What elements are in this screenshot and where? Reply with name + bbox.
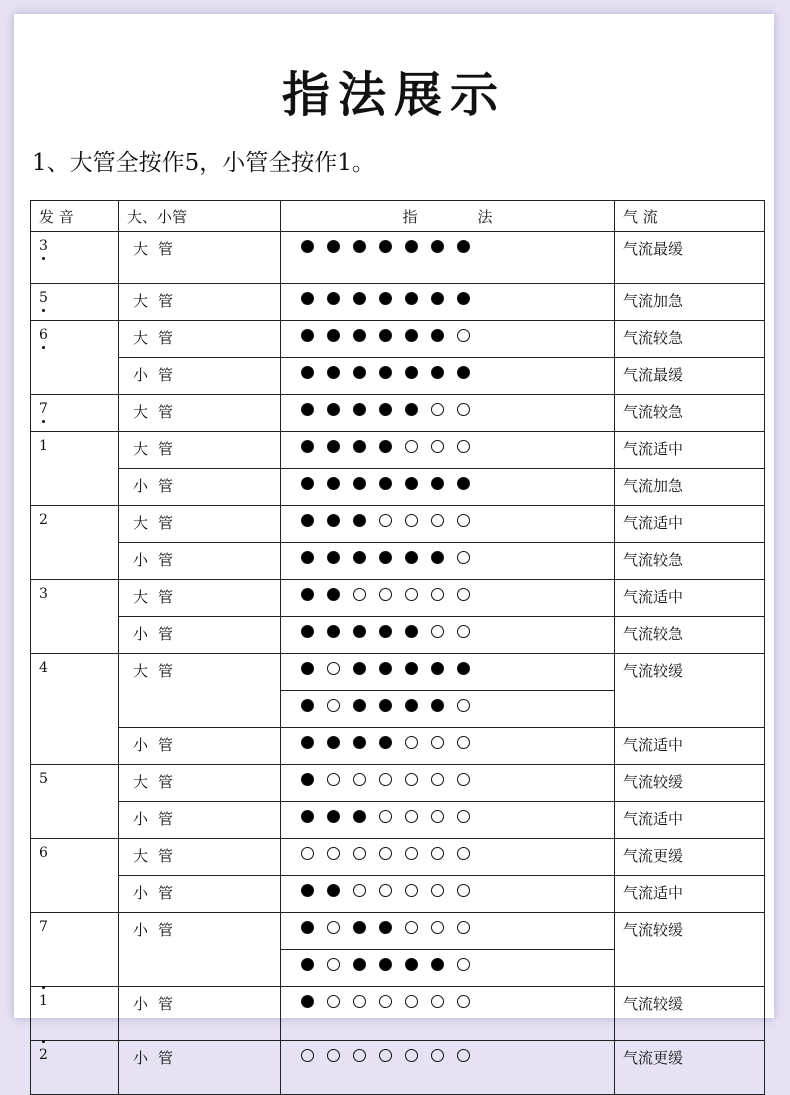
closed-hole-icon xyxy=(327,477,340,490)
open-hole-icon xyxy=(457,625,470,638)
open-hole-icon xyxy=(327,773,340,786)
open-hole-icon xyxy=(379,773,392,786)
header-fingering: 指法 xyxy=(281,201,615,232)
open-hole-icon xyxy=(457,514,470,527)
open-hole-icon xyxy=(353,1049,366,1062)
open-hole-icon xyxy=(405,1049,418,1062)
closed-hole-icon xyxy=(301,551,314,564)
note-cell xyxy=(31,232,119,284)
closed-hole-icon xyxy=(405,477,418,490)
finger-holes xyxy=(301,401,614,417)
closed-hole-icon xyxy=(405,240,418,253)
open-hole-icon xyxy=(405,588,418,601)
open-hole-icon xyxy=(379,588,392,601)
fingering-cell xyxy=(281,987,615,1041)
table-row xyxy=(31,913,765,950)
open-hole-icon xyxy=(405,995,418,1008)
pipe-cell: 小管 xyxy=(119,802,281,839)
table-row xyxy=(31,839,765,876)
fingering-cell xyxy=(281,284,615,321)
note-cell xyxy=(31,654,119,765)
finger-holes xyxy=(301,512,614,528)
closed-hole-icon xyxy=(327,514,340,527)
airflow-cell: 气流更缓 xyxy=(615,1041,765,1095)
table-row xyxy=(31,1041,765,1095)
closed-hole-icon xyxy=(431,240,444,253)
closed-hole-icon xyxy=(353,551,366,564)
open-hole-icon xyxy=(431,440,444,453)
finger-holes xyxy=(301,919,614,935)
note-cell xyxy=(31,913,119,987)
closed-hole-icon xyxy=(327,551,340,564)
note-cell xyxy=(31,987,119,1041)
open-hole-icon xyxy=(431,1049,444,1062)
page-title: 指法展示 xyxy=(281,67,506,123)
closed-hole-icon xyxy=(353,921,366,934)
finger-holes xyxy=(301,993,614,1009)
closed-hole-icon xyxy=(301,810,314,823)
note-value: 5 xyxy=(39,771,48,787)
open-hole-icon xyxy=(379,810,392,823)
open-hole-icon xyxy=(327,921,340,934)
closed-hole-icon xyxy=(301,292,314,305)
airflow-cell: 气流适中 xyxy=(615,506,765,543)
closed-hole-icon xyxy=(431,329,444,342)
open-hole-icon xyxy=(431,995,444,1008)
pipe-cell: 小管 xyxy=(119,617,281,654)
open-hole-icon xyxy=(353,773,366,786)
note-cell xyxy=(31,395,119,432)
closed-hole-icon xyxy=(327,292,340,305)
closed-hole-icon xyxy=(353,810,366,823)
pipe-cell: 小管 xyxy=(119,543,281,580)
airflow-cell: 气流适中 xyxy=(615,432,765,469)
closed-hole-icon xyxy=(301,921,314,934)
closed-hole-icon xyxy=(405,551,418,564)
airflow-cell: 气流适中 xyxy=(615,580,765,617)
open-hole-icon xyxy=(431,847,444,860)
open-hole-icon xyxy=(431,514,444,527)
closed-hole-icon xyxy=(379,403,392,416)
closed-hole-icon xyxy=(431,662,444,675)
closed-hole-icon xyxy=(301,514,314,527)
open-hole-icon xyxy=(457,810,470,823)
closed-hole-icon xyxy=(379,240,392,253)
pipe-cell: 大管 xyxy=(119,232,281,284)
finger-holes xyxy=(301,438,614,454)
open-hole-icon xyxy=(431,921,444,934)
closed-hole-icon xyxy=(327,625,340,638)
note-value: 7 xyxy=(39,401,48,417)
closed-hole-icon xyxy=(379,699,392,712)
closed-hole-icon xyxy=(301,477,314,490)
closed-hole-icon xyxy=(405,329,418,342)
closed-hole-icon xyxy=(379,921,392,934)
intro-text xyxy=(32,144,375,177)
closed-hole-icon xyxy=(327,810,340,823)
closed-hole-icon xyxy=(405,958,418,971)
open-hole-icon xyxy=(457,884,470,897)
table-row xyxy=(31,802,765,839)
finger-holes xyxy=(301,238,614,254)
closed-hole-icon xyxy=(457,477,470,490)
open-hole-icon xyxy=(457,403,470,416)
table-row xyxy=(31,395,765,432)
note-value: 6 xyxy=(39,845,48,861)
table-row xyxy=(31,232,765,284)
fingering-cell xyxy=(281,913,615,950)
closed-hole-icon xyxy=(405,699,418,712)
table-row xyxy=(31,358,765,395)
airflow-cell: 气流加急 xyxy=(615,284,765,321)
open-hole-icon xyxy=(405,514,418,527)
closed-hole-icon xyxy=(379,440,392,453)
table-row xyxy=(31,469,765,506)
open-hole-icon xyxy=(457,329,470,342)
fingering-cell xyxy=(281,691,615,728)
closed-hole-icon xyxy=(353,662,366,675)
closed-hole-icon xyxy=(405,366,418,379)
closed-hole-icon xyxy=(353,403,366,416)
open-hole-icon xyxy=(457,995,470,1008)
finger-holes xyxy=(301,475,614,491)
airflow-cell: 气流适中 xyxy=(615,876,765,913)
header-airflow: 气 流 xyxy=(615,201,765,232)
closed-hole-icon xyxy=(301,440,314,453)
finger-holes xyxy=(301,623,614,639)
airflow-cell: 气流较缓 xyxy=(615,987,765,1041)
finger-holes xyxy=(301,586,614,602)
open-hole-icon xyxy=(431,588,444,601)
open-hole-icon xyxy=(457,773,470,786)
finger-holes xyxy=(301,327,614,343)
closed-hole-icon xyxy=(379,292,392,305)
pipe-cell: 大管 xyxy=(119,839,281,876)
pipe-cell: 大管 xyxy=(119,432,281,469)
finger-holes xyxy=(301,845,614,861)
closed-hole-icon xyxy=(301,736,314,749)
closed-hole-icon xyxy=(327,440,340,453)
open-hole-icon xyxy=(405,736,418,749)
fingering-table xyxy=(30,200,765,1095)
open-hole-icon xyxy=(405,884,418,897)
fingering-cell xyxy=(281,765,615,802)
closed-hole-icon xyxy=(301,588,314,601)
finger-holes xyxy=(301,808,614,824)
pipe-cell: 小管 xyxy=(119,358,281,395)
fingering-cell xyxy=(281,654,615,691)
pipe-cell: 大管 xyxy=(119,580,281,617)
closed-hole-icon xyxy=(353,477,366,490)
open-hole-icon xyxy=(431,810,444,823)
open-hole-icon xyxy=(457,1049,470,1062)
fingering-cell xyxy=(281,543,615,580)
airflow-cell: 气流更缓 xyxy=(615,839,765,876)
open-hole-icon xyxy=(457,588,470,601)
note-value: 5 xyxy=(39,290,48,306)
closed-hole-icon xyxy=(379,625,392,638)
pipe-cell: 小管 xyxy=(119,728,281,765)
closed-hole-icon xyxy=(353,514,366,527)
open-hole-icon xyxy=(327,1049,340,1062)
note-cell xyxy=(31,1041,119,1095)
note-value: 7 xyxy=(39,919,48,935)
pipe-cell: 小管 xyxy=(119,987,281,1041)
open-hole-icon xyxy=(457,736,470,749)
table-row xyxy=(31,654,765,691)
open-hole-icon xyxy=(457,699,470,712)
note-cell xyxy=(31,765,119,839)
open-hole-icon xyxy=(379,514,392,527)
fingering-cell xyxy=(281,876,615,913)
fingering-cell xyxy=(281,506,615,543)
closed-hole-icon xyxy=(379,662,392,675)
airflow-cell: 气流较急 xyxy=(615,321,765,358)
note-cell xyxy=(31,506,119,580)
closed-hole-icon xyxy=(301,403,314,416)
document-page xyxy=(14,14,774,1067)
note-cell xyxy=(31,432,119,506)
open-hole-icon xyxy=(379,847,392,860)
airflow-cell: 气流较急 xyxy=(615,617,765,654)
open-hole-icon xyxy=(457,921,470,934)
open-hole-icon xyxy=(327,662,340,675)
note-cell xyxy=(31,580,119,654)
open-hole-icon xyxy=(327,995,340,1008)
fingering-cell xyxy=(281,839,615,876)
closed-hole-icon xyxy=(301,366,314,379)
closed-hole-icon xyxy=(301,240,314,253)
closed-hole-icon xyxy=(301,662,314,675)
closed-hole-icon xyxy=(353,292,366,305)
finger-holes xyxy=(301,1047,614,1063)
airflow-cell: 气流加急 xyxy=(615,469,765,506)
closed-hole-icon xyxy=(327,588,340,601)
closed-hole-icon xyxy=(327,736,340,749)
airflow-cell: 气流较缓 xyxy=(615,654,765,728)
finger-holes xyxy=(301,364,614,380)
airflow-cell: 气流适中 xyxy=(615,802,765,839)
closed-hole-icon xyxy=(301,329,314,342)
header-pipe: 大、小管 xyxy=(119,201,281,232)
open-hole-icon xyxy=(327,958,340,971)
fingering-cell xyxy=(281,617,615,654)
closed-hole-icon xyxy=(301,625,314,638)
note-value: 4 xyxy=(39,660,48,676)
pipe-cell: 大管 xyxy=(119,654,281,728)
finger-holes xyxy=(301,549,614,565)
open-hole-icon xyxy=(353,884,366,897)
closed-hole-icon xyxy=(431,958,444,971)
closed-hole-icon xyxy=(353,699,366,712)
open-hole-icon xyxy=(301,847,314,860)
closed-hole-icon xyxy=(405,662,418,675)
pipe-cell: 小管 xyxy=(119,876,281,913)
finger-holes xyxy=(301,956,614,972)
open-hole-icon xyxy=(431,403,444,416)
open-hole-icon xyxy=(327,699,340,712)
note-cell xyxy=(31,321,119,395)
table-row xyxy=(31,543,765,580)
finger-holes xyxy=(301,882,614,898)
open-hole-icon xyxy=(353,995,366,1008)
fingering-cell xyxy=(281,728,615,765)
closed-hole-icon xyxy=(353,736,366,749)
closed-hole-icon xyxy=(431,366,444,379)
note-value: 6 xyxy=(39,327,48,343)
airflow-cell: 气流较缓 xyxy=(615,913,765,987)
open-hole-icon xyxy=(353,847,366,860)
finger-holes xyxy=(301,660,614,676)
open-hole-icon xyxy=(301,1049,314,1062)
pipe-cell: 大管 xyxy=(119,284,281,321)
closed-hole-icon xyxy=(301,884,314,897)
closed-hole-icon xyxy=(327,329,340,342)
closed-hole-icon xyxy=(301,699,314,712)
table-row xyxy=(31,321,765,358)
closed-hole-icon xyxy=(327,884,340,897)
closed-hole-icon xyxy=(301,995,314,1008)
airflow-cell: 气流适中 xyxy=(615,728,765,765)
finger-holes xyxy=(301,771,614,787)
open-hole-icon xyxy=(405,847,418,860)
closed-hole-icon xyxy=(457,366,470,379)
closed-hole-icon xyxy=(379,551,392,564)
finger-holes xyxy=(301,734,614,750)
closed-hole-icon xyxy=(431,292,444,305)
table-row xyxy=(31,728,765,765)
closed-hole-icon xyxy=(405,625,418,638)
note-value: 2 xyxy=(39,1047,48,1063)
closed-hole-icon xyxy=(379,958,392,971)
pipe-cell: 小管 xyxy=(119,1041,281,1095)
closed-hole-icon xyxy=(327,403,340,416)
table-row xyxy=(31,284,765,321)
closed-hole-icon xyxy=(457,662,470,675)
airflow-cell: 气流较缓 xyxy=(615,765,765,802)
closed-hole-icon xyxy=(405,292,418,305)
airflow-cell: 气流较急 xyxy=(615,543,765,580)
pipe-cell: 大管 xyxy=(119,765,281,802)
fingering-cell xyxy=(281,1041,615,1095)
closed-hole-icon xyxy=(301,773,314,786)
closed-hole-icon xyxy=(431,699,444,712)
closed-hole-icon xyxy=(431,551,444,564)
table-row xyxy=(31,580,765,617)
note-cell xyxy=(31,839,119,913)
open-hole-icon xyxy=(405,810,418,823)
closed-hole-icon xyxy=(301,958,314,971)
open-hole-icon xyxy=(431,884,444,897)
fingering-cell xyxy=(281,580,615,617)
table-row xyxy=(31,987,765,1041)
airflow-cell: 气流最缓 xyxy=(615,358,765,395)
open-hole-icon xyxy=(457,440,470,453)
note-cell xyxy=(31,284,119,321)
closed-hole-icon xyxy=(353,958,366,971)
open-hole-icon xyxy=(431,625,444,638)
table-row xyxy=(31,765,765,802)
closed-hole-icon xyxy=(431,477,444,490)
note-value: 1 xyxy=(39,438,48,454)
table-row xyxy=(31,617,765,654)
note-value: 3 xyxy=(39,238,48,254)
note-value: 1 xyxy=(39,993,48,1009)
open-hole-icon xyxy=(379,884,392,897)
open-hole-icon xyxy=(457,958,470,971)
closed-hole-icon xyxy=(405,403,418,416)
open-hole-icon xyxy=(405,773,418,786)
pipe-cell: 大管 xyxy=(119,395,281,432)
airflow-cell: 气流较急 xyxy=(615,395,765,432)
open-hole-icon xyxy=(405,921,418,934)
open-hole-icon xyxy=(457,551,470,564)
open-hole-icon xyxy=(431,773,444,786)
fingering-cell xyxy=(281,802,615,839)
fingering-cell xyxy=(281,469,615,506)
table-row xyxy=(31,506,765,543)
airflow-cell: 气流最缓 xyxy=(615,232,765,284)
note-value: 3 xyxy=(39,586,48,602)
fingering-cell xyxy=(281,950,615,987)
closed-hole-icon xyxy=(379,366,392,379)
header-note: 发 音 xyxy=(31,201,119,232)
closed-hole-icon xyxy=(353,366,366,379)
closed-hole-icon xyxy=(353,329,366,342)
open-hole-icon xyxy=(379,1049,392,1062)
open-hole-icon xyxy=(405,440,418,453)
note-value: 2 xyxy=(39,512,48,528)
closed-hole-icon xyxy=(353,240,366,253)
finger-holes xyxy=(301,697,614,713)
table-row xyxy=(31,876,765,913)
pipe-cell: 小管 xyxy=(119,469,281,506)
open-hole-icon xyxy=(379,995,392,1008)
closed-hole-icon xyxy=(457,240,470,253)
closed-hole-icon xyxy=(379,736,392,749)
open-hole-icon xyxy=(431,736,444,749)
fingering-cell xyxy=(281,432,615,469)
open-hole-icon xyxy=(353,588,366,601)
open-hole-icon xyxy=(327,847,340,860)
closed-hole-icon xyxy=(379,329,392,342)
closed-hole-icon xyxy=(327,240,340,253)
fingering-cell xyxy=(281,395,615,432)
intro-text-content: 1、大管全按作5，小管全按作1。 xyxy=(32,150,375,176)
closed-hole-icon xyxy=(379,477,392,490)
pipe-cell: 大管 xyxy=(119,506,281,543)
pipe-cell: 小管 xyxy=(119,913,281,987)
finger-holes xyxy=(301,290,614,306)
table-header-row xyxy=(31,201,765,232)
open-hole-icon xyxy=(457,847,470,860)
fingering-cell xyxy=(281,358,615,395)
table-row xyxy=(31,432,765,469)
pipe-cell: 大管 xyxy=(119,321,281,358)
fingering-cell xyxy=(281,232,615,284)
closed-hole-icon xyxy=(353,440,366,453)
closed-hole-icon xyxy=(457,292,470,305)
closed-hole-icon xyxy=(327,366,340,379)
fingering-cell xyxy=(281,321,615,358)
closed-hole-icon xyxy=(353,625,366,638)
